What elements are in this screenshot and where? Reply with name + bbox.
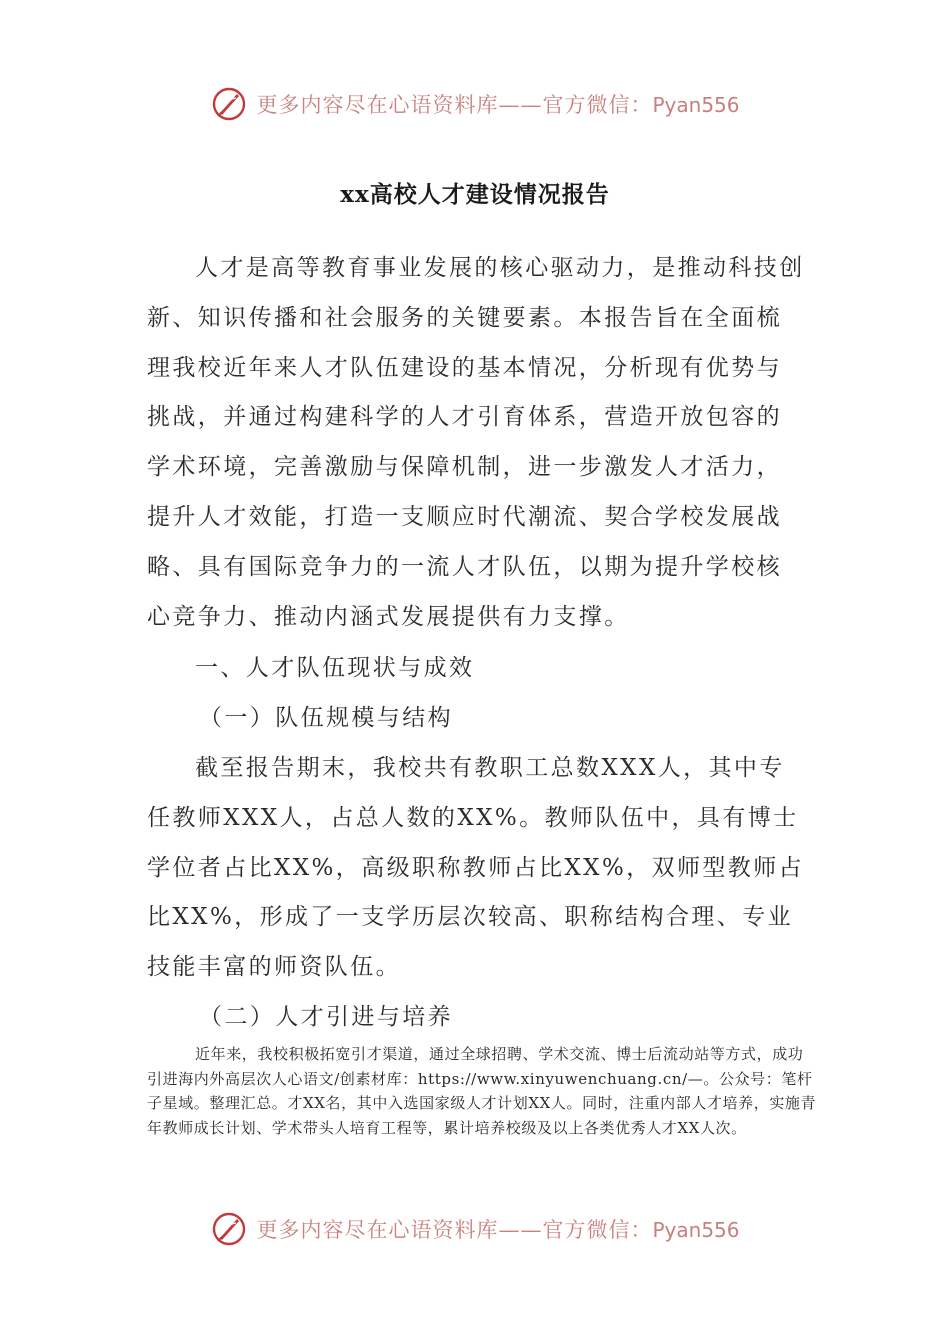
banner-separator: —— [498, 93, 543, 117]
section-1-2-block [147, 1042, 817, 1140]
heading-1-2-text: （二）人才引进与培养 [199, 1004, 453, 1030]
banner-brand-text: 更多内容尽在心语资料库 [256, 1218, 499, 1242]
section-1-1-block [147, 744, 807, 993]
banner-separator: —— [498, 1218, 543, 1242]
intro-paragraph-block [147, 244, 807, 642]
footer-watermark-banner [0, 1207, 950, 1251]
intro-paragraph: 人才是高等教育事业发展的核心驱动力，是推动科技创新、知识传播和社会服务的关键要素。本报告旨在全面梳理我校近年来人才队伍建设的基本情况，分析现有优势与挑战，并通过构建科学的人才引育体系，营造开放包容的学术环境，完善激励与保障机制，进一步激发人才活力，提升人才效能，打造一支顺应时代潮流、契合学校发展战略、具有国际竞争力的一流人才队伍，以期为提升学校核心竞争力、推动内涵式发展提供有力支撑。 [147, 255, 805, 630]
quill-circle-logo-icon [210, 1210, 248, 1248]
banner-wechat-label: 官方微信： [542, 93, 653, 117]
section-1-1-paragraph: 截至报告期末，我校共有教职工总数XXX人，其中专任教师XXX人，占总人数的XX%。教师队伍中，具有博士学位者占比XX%，高级职称教师占比XX%，双师型教师占比XX%，形成了一支学历层次较高、职称结构合理、专业技能丰富的师资队伍。 [147, 755, 805, 981]
heading-1-1-text: （一）队伍规模与结构 [199, 705, 453, 731]
banner-text [256, 1214, 739, 1244]
subsection-heading-1-1 [147, 694, 807, 744]
banner-wechat-label: 官方微信： [542, 1218, 653, 1242]
quill-circle-logo-icon [210, 85, 248, 123]
subsection-heading-1-2 [147, 993, 807, 1043]
banner-text [256, 89, 739, 119]
banner-wechat-id: Pyan556 [652, 93, 740, 117]
banner-brand-text: 更多内容尽在心语资料库 [256, 93, 499, 117]
banner-wechat-id: Pyan556 [652, 1218, 740, 1242]
section-1-2-paragraph: 近年来，我校积极拓宽引才渠道，通过全球招聘、学术交流、博士后流动站等方式，成功引进海内外高层次人心语文/创素材库：https://www.xinyuwenchuang.cn/—。公众号：笔杆子星域。整理汇总。才XX名，其中入选国家级人才计划XX人。同时，注重内部人才培养，实施青年教师成长计划、学术带头人培育工程等，累计培养校级及以上各类优秀人才XX人次。 [147, 1045, 817, 1137]
heading-1-text: 一、人才队伍现状与成效 [195, 655, 475, 681]
document-title: xx高校人才建设情况报告 [340, 181, 610, 208]
section-heading-1 [147, 644, 807, 694]
header-watermark-banner [0, 82, 950, 126]
